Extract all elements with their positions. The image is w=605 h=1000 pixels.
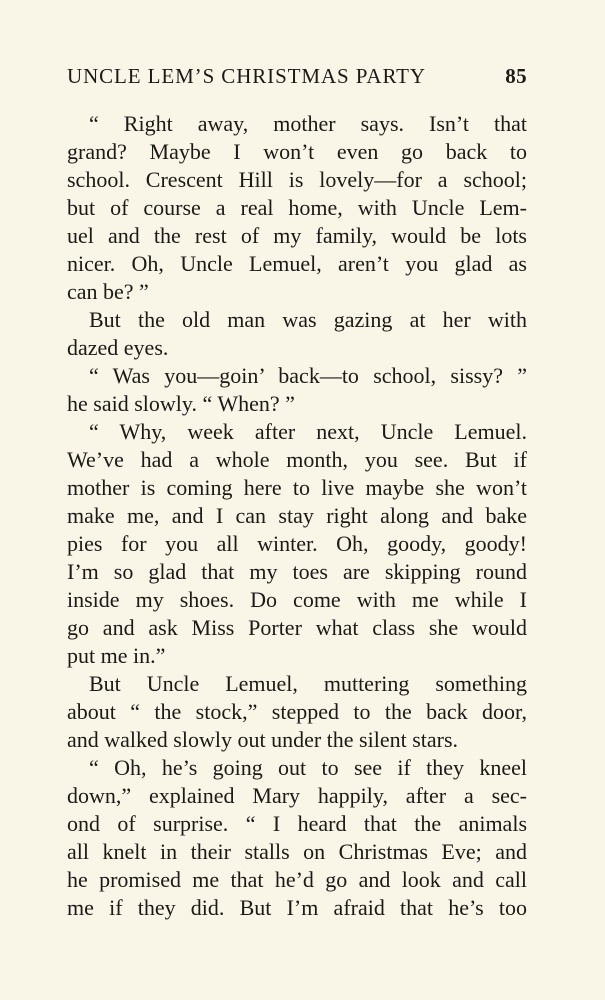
text-line: “ Oh, he’s going out to see if they kneel <box>89 755 527 780</box>
page-number: 85 <box>505 64 527 88</box>
text-line: school. Crescent Hill is lovely—for a school; <box>67 167 527 192</box>
text-line: nicer. Oh, Uncle Lemuel, aren’t you glad as <box>67 251 527 276</box>
text-line: me if they did. But I’m afraid that he’s too <box>67 895 527 920</box>
text-line: “ Why, week after next, Uncle Lemuel. <box>89 419 527 444</box>
text-line: “ Right away, mother says. Isn’t that <box>89 111 527 136</box>
text-line: grand? Maybe I won’t even go back to <box>67 139 527 164</box>
text-line: But Uncle Lemuel, muttering something <box>89 671 527 696</box>
text-line: and walked slowly out under the silent stars. <box>67 727 459 752</box>
text-line: put me in.” <box>67 643 166 668</box>
text-line: But the old man was gazing at her with <box>89 307 527 332</box>
body-text <box>67 110 527 922</box>
text-line: mother is coming here to live maybe she won’t <box>67 475 527 500</box>
text-line: I’m so glad that my toes are skipping round <box>67 559 527 584</box>
text-line: inside my shoes. Do come with me while I <box>67 587 527 612</box>
text-line: make me, and I can stay right along and bake <box>67 503 527 528</box>
text-line: can be? ” <box>67 279 149 304</box>
running-head <box>67 64 527 89</box>
text-line: ond of surprise. “ I heard that the animals <box>67 811 527 836</box>
text-line: go and ask Miss Porter what class she would <box>67 615 527 640</box>
text-line: dazed eyes. <box>67 335 169 360</box>
text-line: he promised me that he’d go and look and call <box>67 867 527 892</box>
chapter-title: UNCLE LEM’S CHRISTMAS PARTY <box>67 64 426 88</box>
text-line: pies for you all winter. Oh, goody, goody! <box>67 531 527 556</box>
text-line: but of course a real home, with Uncle Lem- <box>67 195 527 220</box>
text-line: he said slowly. “ When? ” <box>67 391 295 416</box>
text-line: about “ the stock,” stepped to the back door, <box>67 699 527 724</box>
text-line: down,” explained Mary happily, after a sec- <box>67 783 527 808</box>
text-line: all knelt in their stalls on Christmas Eve; and <box>67 839 527 864</box>
text-line: We’ve had a whole month, you see. But if <box>67 447 527 472</box>
text-line: uel and the rest of my family, would be lots <box>67 223 527 248</box>
text-line: “ Was you—goin’ back—to school, sissy? ” <box>89 363 527 388</box>
